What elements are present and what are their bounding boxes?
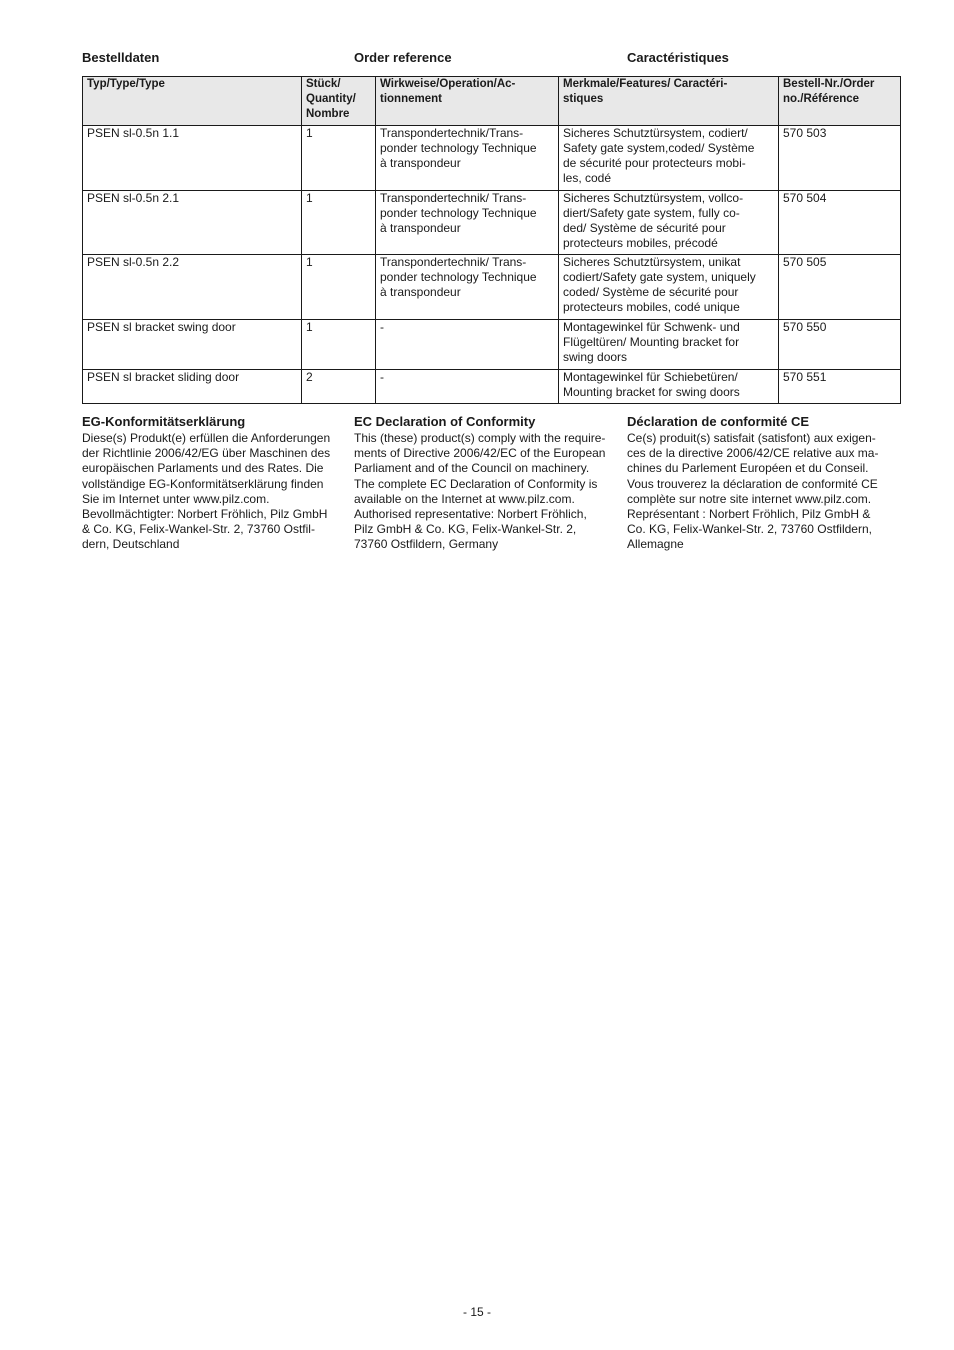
- declaration-fr-title: Déclaration de conformité CE: [627, 414, 810, 429]
- cell-type: PSEN sl bracket swing door: [83, 320, 302, 370]
- cell-features: Montagewinkel für Schiebetüren/ Mounting bracket for swing doors: [559, 370, 779, 404]
- th-type: Typ/Type/Type: [83, 77, 302, 126]
- cell-operation: Transpondertechnik/ Trans- ponder technology Technique à transpondeur: [376, 191, 559, 255]
- table-header-row: [83, 77, 901, 126]
- th-quantity: Stück/ Quantity/ Nombre: [302, 77, 376, 126]
- cell-operation: -: [376, 320, 559, 370]
- declaration-de-title: EG-Konformitätserklärung: [82, 414, 246, 429]
- cell-operation: Transpondertechnik/Trans- ponder technology Technique à transpondeur: [376, 126, 559, 191]
- declaration-de: [82, 414, 352, 553]
- order-table: [82, 76, 901, 404]
- declaration-de-body: Diese(s) Produkt(e) erfüllen die Anforderungen der Richtlinie 2006/42/EG über Maschinen des europäischen Parlaments und des Rates. Die vollständige EG-Konformitätserklärung finden Sie im Internet unter www.pilz.com. Bevollmächtigter: Norbert Fröhlich, Pilz GmbH & Co. KG, Felix-Wankel-Str. 2, 73760 Ostfil- dern, Deutschland: [82, 431, 331, 552]
- table-row: [83, 191, 901, 255]
- table-row: [83, 126, 901, 191]
- cell-quantity: 1: [302, 191, 376, 255]
- declaration-en-body: This (these) product(s) comply with the require- ments of Directive 2006/42/EC of the European Parliament and of the Council on machinery. The complete EC Declaration of Conformity is available on the Internet at www.pilz.com. Authorised representative: Norbert Fröhlich, Pilz GmbH & Co. KG, Felix-Wankel-Str. 2, 73760 Ostfildern, Germany: [354, 431, 606, 552]
- th-operation: Wirkweise/Operation/Ac- tionnement: [376, 77, 559, 126]
- cell-features: Sicheres Schutztürsystem, unikat codiert/Safety gate system, uniquely coded/ Système de sécurité pour protecteurs mobiles, codé unique: [559, 255, 779, 320]
- header-en: Order reference: [354, 50, 452, 65]
- cell-operation: -: [376, 370, 559, 404]
- table-row: [83, 255, 901, 320]
- cell-type: PSEN sl-0.5n 2.1: [83, 191, 302, 255]
- cell-type: PSEN sl-0.5n 2.2: [83, 255, 302, 320]
- cell-quantity: 1: [302, 255, 376, 320]
- cell-quantity: 1: [302, 320, 376, 370]
- header-de: Bestelldaten: [82, 50, 160, 65]
- declaration-fr-body: Ce(s) produit(s) satisfait (satisfont) aux exigen- ces de la directive 2006/42/CE relative aux ma- chines du Parlement Européen et du Conseil. Vous trouverez la déclaration de conformité CE complète sur notre site internet www.pilz.com. Représentant : Norbert Fröhlich, Pilz GmbH & Co. KG, Felix-Wankel-Str. 2, 73760 Ostfildern, Allemagne: [627, 431, 879, 552]
- cell-quantity: 1: [302, 126, 376, 191]
- declaration-en-title: EC Declaration of Conformity: [354, 414, 536, 429]
- cell-features: Sicheres Schutztürsystem, vollco- diert/Safety gate system, fully co- ded/ Système de sécurité pour protecteurs mobiles, précodé: [559, 191, 779, 255]
- cell-quantity: 2: [302, 370, 376, 404]
- cell-type: PSEN sl-0.5n 1.1: [83, 126, 302, 191]
- cell-order-no: 570 551: [779, 370, 901, 404]
- cell-features: Montagewinkel für Schwenk- und Flügeltüren/ Mounting bracket for swing doors: [559, 320, 779, 370]
- th-order-no: Bestell-Nr./Order no./Référence: [779, 77, 901, 126]
- table-row: [83, 370, 901, 404]
- declaration-en: [354, 414, 624, 553]
- page-number: - 15 -: [462, 1305, 491, 1319]
- cell-type: PSEN sl bracket sliding door: [83, 370, 302, 404]
- column-headers: [82, 50, 900, 68]
- cell-order-no: 570 503: [779, 126, 901, 191]
- table-row: [83, 320, 901, 370]
- header-fr: Caractéristiques: [627, 50, 729, 65]
- th-features: Merkmale/Features/ Caractéri- stiques: [559, 77, 779, 126]
- cell-features: Sicheres Schutztürsystem, codiert/ Safety gate system,coded/ Système de sécurité pour protecteurs mobi- les, codé: [559, 126, 779, 191]
- cell-order-no: 570 550: [779, 320, 901, 370]
- cell-order-no: 570 505: [779, 255, 901, 320]
- declaration-fr: [627, 414, 897, 553]
- cell-operation: Transpondertechnik/ Trans- ponder technology Technique à transpondeur: [376, 255, 559, 320]
- cell-order-no: 570 504: [779, 191, 901, 255]
